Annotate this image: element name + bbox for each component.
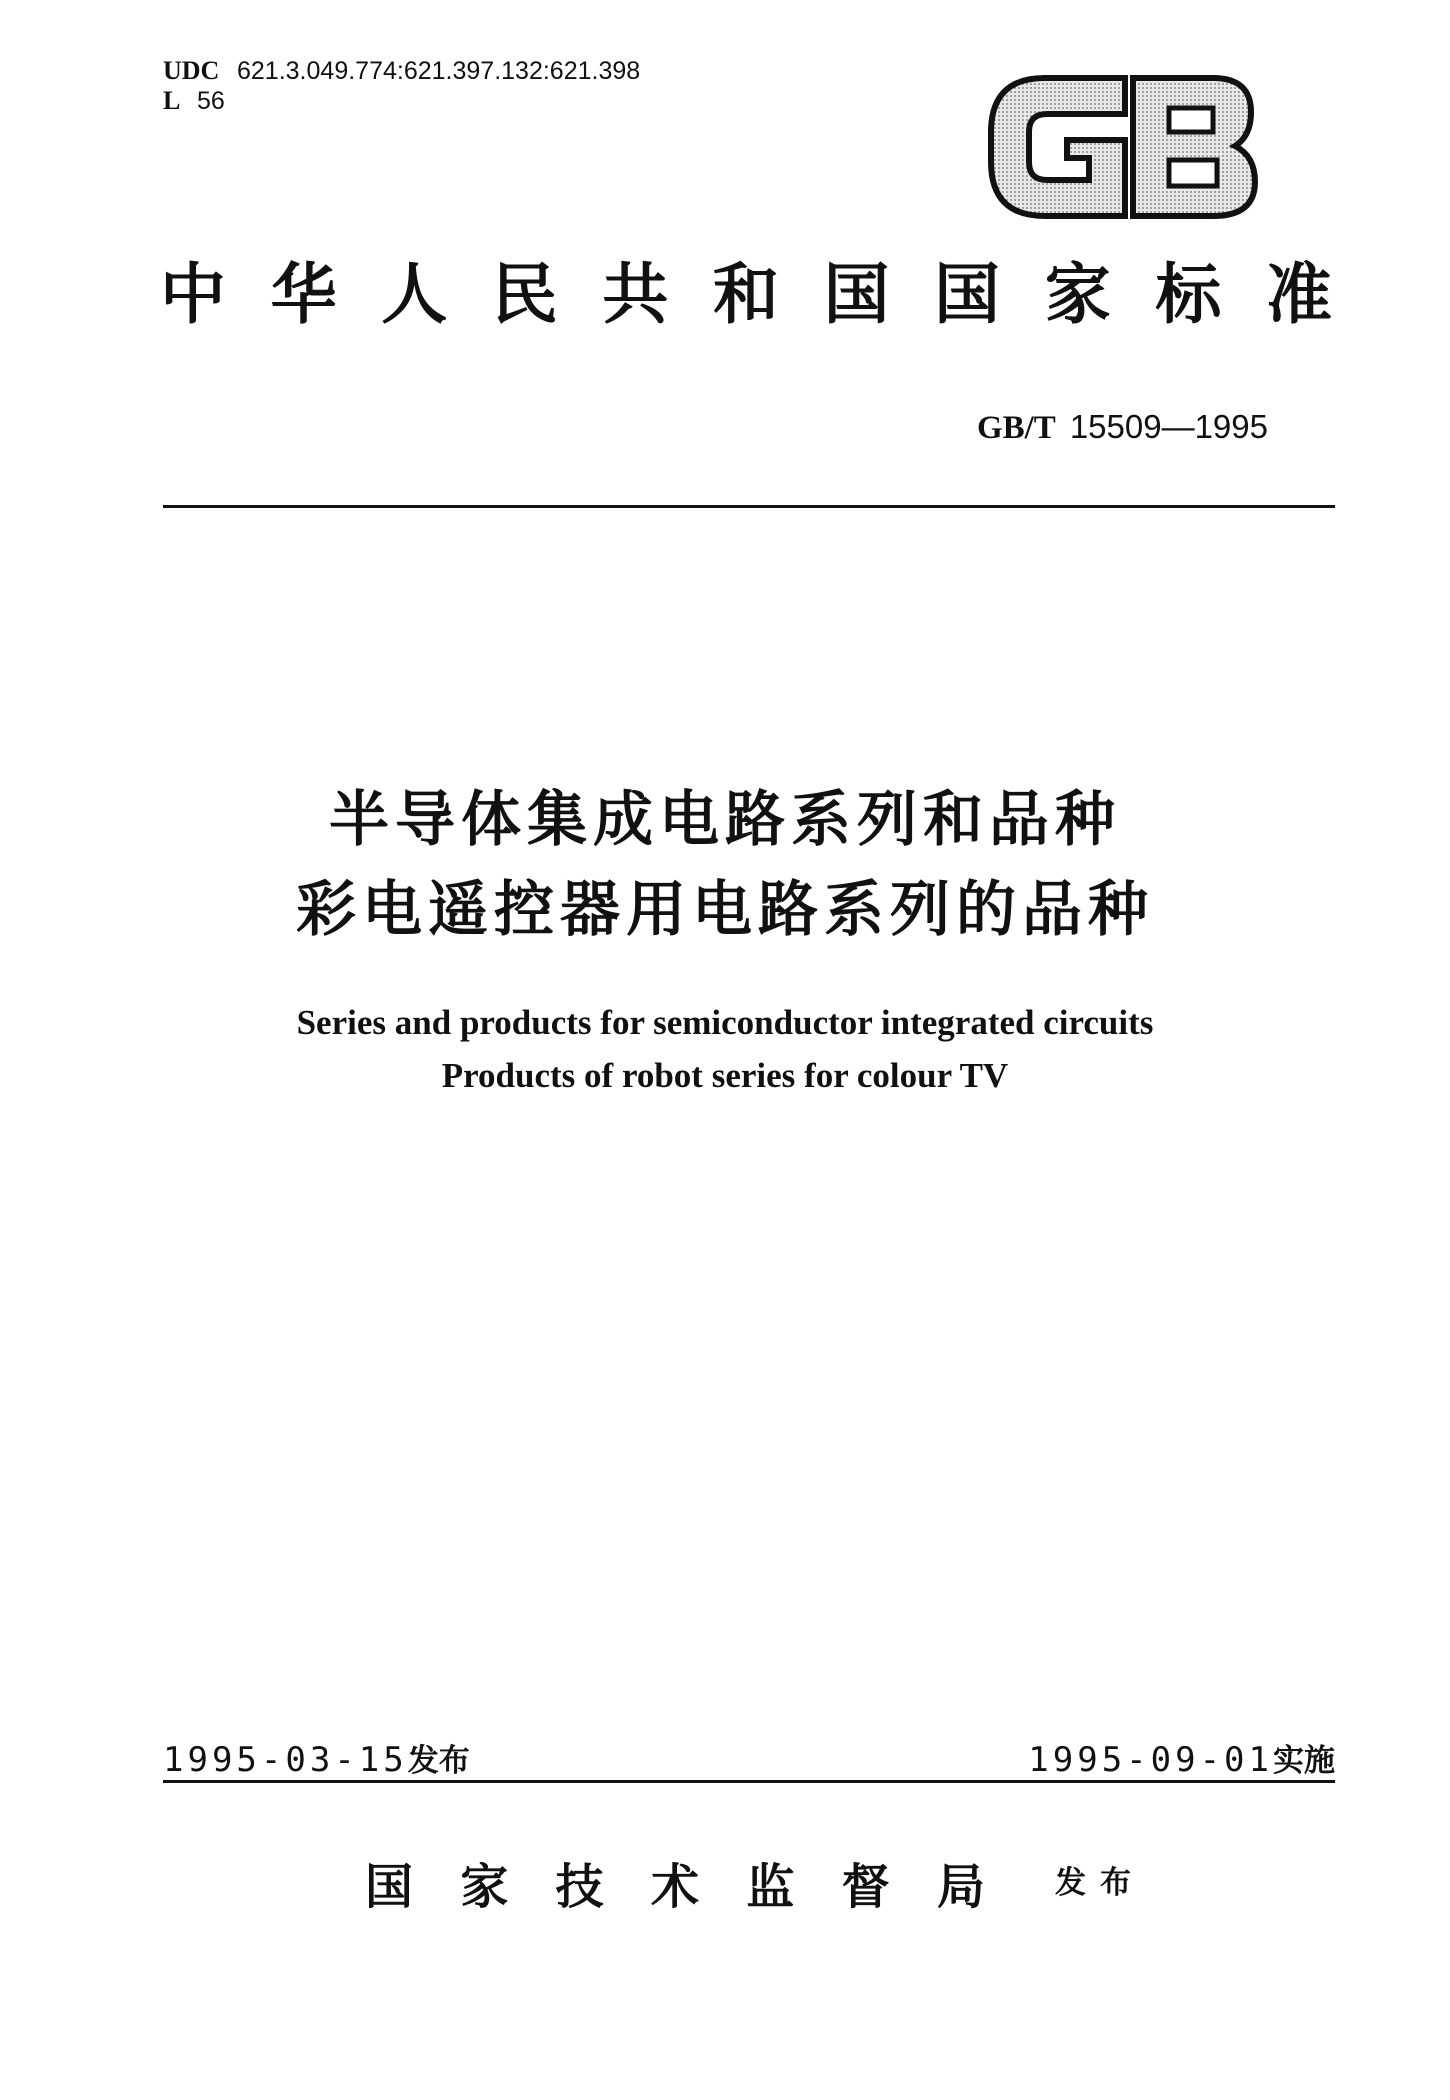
en-title-line1: Series and products for semiconductor integrated circuits xyxy=(296,1003,1154,1042)
title-char: 民 xyxy=(491,256,558,333)
title-char: 家 xyxy=(1044,256,1111,333)
header-divider xyxy=(163,505,1335,508)
issuer-char: 国 xyxy=(365,1859,414,1915)
title-char: 国 xyxy=(823,256,890,333)
title-char: 和 xyxy=(712,256,779,333)
title-char: 准 xyxy=(1265,256,1332,333)
title-char: 标 xyxy=(1155,256,1222,333)
standard-code: 15509—1995 xyxy=(1069,408,1268,445)
gb-standard-logo xyxy=(985,74,1260,220)
issuer-char: 家 xyxy=(460,1859,509,1915)
effective-date-value: 1995-09-01 xyxy=(1028,1740,1273,1780)
title-char: 中 xyxy=(160,256,226,333)
gb-logo-icon xyxy=(985,74,1260,220)
title-char: 华 xyxy=(270,256,337,333)
issue-date-suffix: 发布 xyxy=(407,1743,470,1779)
issuer-char: 术 xyxy=(650,1859,699,1915)
title-char: 人 xyxy=(381,256,448,333)
ccs-label: L xyxy=(163,86,181,115)
issuing-authority xyxy=(365,1859,985,1915)
udc-value: 621.3.049.774:621.397.132:621.398 xyxy=(237,57,641,85)
udc-label: UDC xyxy=(163,56,220,85)
issue-date-value: 1995-03-15 xyxy=(163,1740,408,1780)
effective-date-suffix: 实施 xyxy=(1273,1743,1335,1779)
national-standard-title xyxy=(160,256,1332,333)
cn-title-line2: 彩电遥控器用电路系列的品种 xyxy=(296,875,1154,945)
ccs-value: 56 xyxy=(197,87,225,115)
ccs-line xyxy=(163,88,225,114)
udc-line xyxy=(163,58,640,84)
issuer-char: 督 xyxy=(841,1859,890,1915)
title-char: 国 xyxy=(934,256,1001,333)
title-char: 共 xyxy=(602,256,669,333)
cn-title-line1: 半导体集成电路系列和品种 xyxy=(329,785,1121,855)
standard-number xyxy=(977,410,1268,445)
issuer-char: 监 xyxy=(746,1859,795,1915)
en-title-line2: Products of robot series for colour TV xyxy=(441,1056,1009,1095)
issuer-char: 局 xyxy=(936,1859,985,1915)
issuer-char: 技 xyxy=(555,1859,604,1915)
standard-prefix: GB/T xyxy=(976,410,1056,446)
effective-date xyxy=(1028,1740,1335,1780)
footer-divider xyxy=(163,1780,1335,1783)
issue-date xyxy=(163,1740,470,1780)
issuer-action: 发布 xyxy=(1055,1865,1145,1901)
